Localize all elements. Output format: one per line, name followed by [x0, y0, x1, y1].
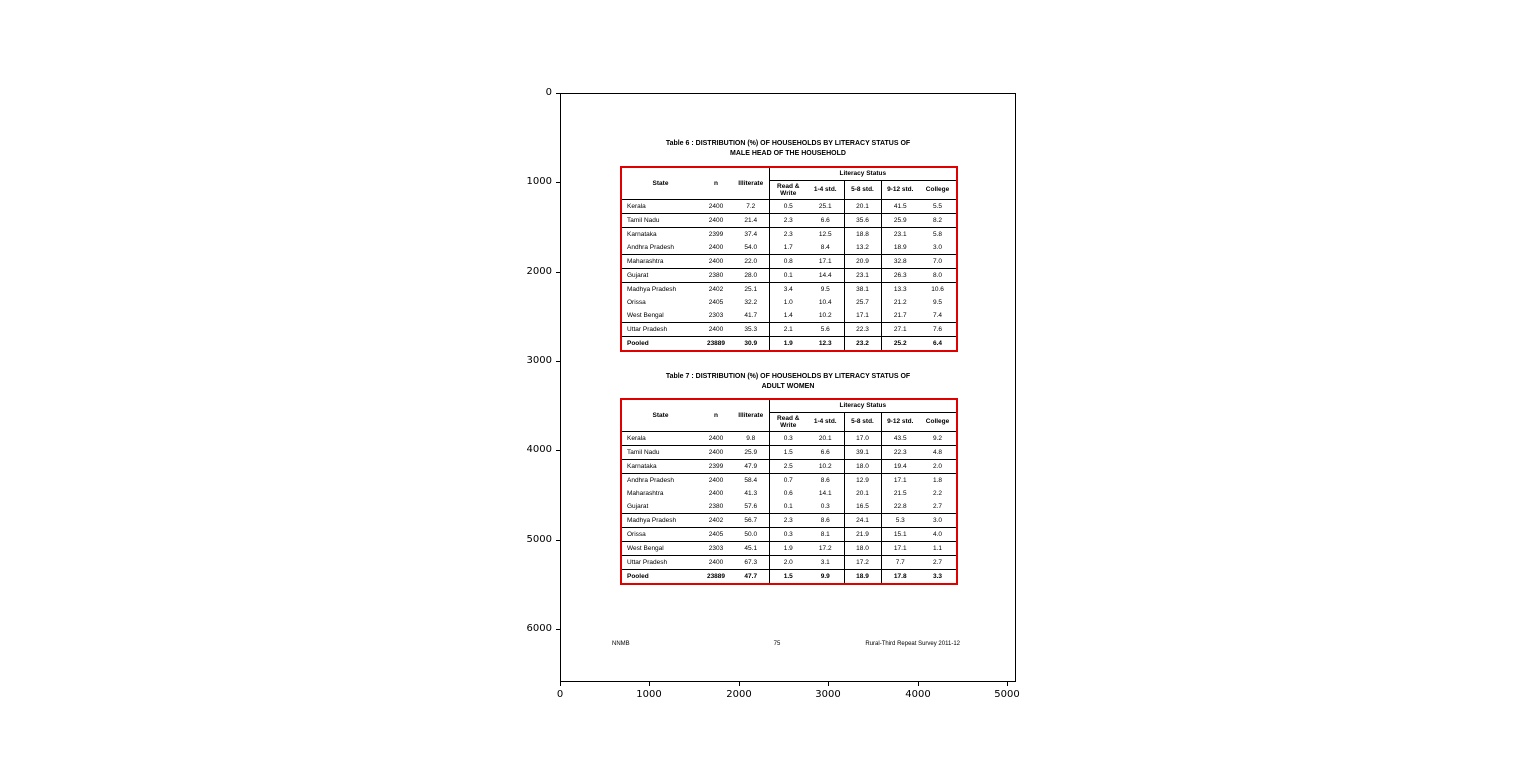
value-cell: 2400	[708, 476, 724, 484]
x-tick-mark	[1007, 682, 1008, 686]
value-cell: 2.0	[933, 462, 943, 470]
value-cell: 2380	[708, 502, 724, 510]
table-row	[621, 431, 957, 445]
table-row	[621, 569, 957, 584]
value-cell: 7.7	[881, 555, 919, 569]
value-cell: 2400	[708, 434, 724, 442]
state-cell: Maharashtra	[627, 257, 664, 265]
value-cell: 3.4	[769, 282, 807, 296]
column-header-college: College	[919, 180, 957, 199]
state-cell: Karnataka	[627, 230, 657, 238]
value-cell: 21.7	[881, 309, 919, 323]
value-cell: 8.1	[820, 530, 830, 538]
value-cell: 1.0	[769, 296, 807, 309]
column-header-n: n	[699, 167, 733, 199]
value-cell: 50.0	[744, 530, 758, 538]
table-row	[621, 227, 957, 241]
value-cell: 2.7	[933, 502, 943, 510]
state-cell: Andhra Pradesh	[627, 476, 674, 484]
value-cell: 12.5	[818, 230, 832, 238]
value-cell: 9.5	[933, 298, 943, 306]
value-cell: 56.7	[744, 516, 758, 524]
value-cell: 4.0	[933, 530, 943, 538]
value-cell: 41.5	[881, 199, 919, 213]
table-row	[621, 241, 957, 255]
state-cell: Gujarat	[627, 271, 649, 279]
value-cell: 1.8	[933, 476, 943, 484]
column-header-state: State	[621, 399, 699, 431]
state-cell: Karnataka	[627, 462, 657, 470]
value-cell: 3.0	[933, 243, 943, 251]
value-cell: 2400	[708, 257, 724, 265]
state-cell: Tamil Nadu	[627, 216, 660, 224]
value-cell: 32.8	[881, 254, 919, 268]
value-cell: 2399	[708, 462, 724, 470]
value-cell: 1.7	[769, 241, 807, 255]
value-cell: 2405	[708, 530, 724, 538]
value-cell: 17.8	[881, 569, 919, 584]
column-header-state: State	[621, 167, 699, 199]
value-cell: 41.7	[744, 311, 758, 319]
x-tick-mark	[739, 682, 740, 686]
footer-survey-label: Rural-Third Repeat Survey 2011-12	[865, 641, 960, 647]
value-cell: 21.4	[744, 216, 758, 224]
state-cell: West Bengal	[627, 311, 664, 319]
table7-title-line2: ADULT WOMEN	[761, 383, 815, 390]
value-cell: 18.0	[844, 541, 881, 555]
column-header-9-12-std: 9-12 std.	[881, 180, 919, 199]
value-cell: 6.6	[820, 216, 830, 224]
value-cell: 1.5	[769, 569, 807, 584]
value-cell: 2402	[708, 516, 724, 524]
table6-title-line2: MALE HEAD OF THE HOUSEHOLD	[730, 150, 846, 157]
value-cell: 41.3	[744, 489, 758, 497]
value-cell: 25.1	[744, 285, 758, 293]
y-tick-mark	[556, 450, 560, 451]
value-cell: 1.9	[769, 541, 807, 555]
table7-title-line1: Table 7 : DISTRIBUTION (%) OF HOUSEHOLDS BY LITERACY STATUS OF	[665, 373, 911, 380]
value-cell: 8.4	[820, 243, 830, 251]
y-tick-label: 0	[545, 87, 552, 98]
state-cell: Madhya Pradesh	[627, 285, 677, 293]
value-cell: 2.7	[933, 558, 943, 566]
state-cell: Orissa	[627, 298, 646, 306]
value-cell: 7.4	[933, 311, 943, 319]
footer-org-label: NNMB	[612, 641, 630, 647]
value-cell: 45.1	[744, 544, 758, 552]
table-row	[621, 336, 957, 351]
value-cell: 23.2	[844, 336, 881, 351]
y-tick-label: 4000	[526, 444, 552, 455]
table-row	[621, 309, 957, 323]
value-cell: 9.8	[746, 434, 756, 442]
state-cell: Pooled	[627, 572, 649, 580]
column-header-5-8-std: 5-8 std.	[844, 180, 881, 199]
value-cell: 30.9	[744, 339, 758, 347]
value-cell: 2.3	[769, 213, 807, 227]
value-cell: 1.4	[769, 309, 807, 323]
x-tick-mark	[828, 682, 829, 686]
x-tick-label: 2000	[726, 689, 752, 700]
value-cell: 2405	[708, 298, 724, 306]
table-row	[621, 282, 957, 296]
value-cell: 8.0	[933, 271, 943, 279]
column-header-illiterate: Illiterate	[733, 167, 769, 199]
column-header-9-12-std: 9-12 std.	[881, 412, 919, 431]
value-cell: 22.8	[881, 500, 919, 514]
value-cell: 25.9	[881, 213, 919, 227]
value-cell: 23.1	[881, 227, 919, 241]
y-tick-mark	[556, 93, 560, 94]
column-header-1-4-std: 1-4 std.	[807, 412, 844, 431]
value-cell: 17.1	[881, 541, 919, 555]
value-cell: 3.3	[933, 572, 943, 580]
column-header-college: College	[919, 412, 957, 431]
value-cell: 4.8	[933, 448, 943, 456]
value-cell: 6.4	[933, 339, 943, 347]
table-row	[621, 513, 957, 527]
value-cell: 32.2	[744, 298, 758, 306]
value-cell: 3.0	[933, 516, 943, 524]
y-tick-mark	[556, 272, 560, 273]
value-cell: 3.1	[820, 558, 830, 566]
table-row	[621, 459, 957, 473]
value-cell: 17.1	[818, 257, 832, 265]
value-cell: 0.3	[769, 431, 807, 445]
value-cell: 35.3	[744, 325, 758, 333]
column-header-illiterate: Illiterate	[733, 399, 769, 431]
value-cell: 25.9	[744, 448, 758, 456]
value-cell: 25.7	[844, 296, 881, 309]
table-row	[621, 213, 957, 227]
value-cell: 0.5	[769, 199, 807, 213]
value-cell: 2303	[708, 311, 724, 319]
value-cell: 25.2	[881, 336, 919, 351]
value-cell: 26.3	[881, 268, 919, 282]
value-cell: 18.8	[844, 227, 881, 241]
value-cell: 25.1	[818, 202, 832, 210]
value-cell: 17.2	[818, 544, 832, 552]
value-cell: 20.9	[844, 254, 881, 268]
value-cell: 37.4	[744, 230, 758, 238]
value-cell: 2399	[708, 230, 724, 238]
value-cell: 2400	[708, 558, 724, 566]
x-tick-mark	[560, 682, 561, 686]
value-cell: 38.1	[844, 282, 881, 296]
value-cell: 0.3	[769, 527, 807, 541]
value-cell: 12.9	[844, 473, 881, 487]
value-cell: 19.4	[881, 459, 919, 473]
value-cell: 27.1	[881, 322, 919, 336]
value-cell: 8.6	[820, 476, 830, 484]
value-cell: 8.2	[933, 216, 943, 224]
state-cell: Kerala	[627, 202, 646, 210]
value-cell: 20.1	[844, 199, 881, 213]
value-cell: 2.1	[769, 322, 807, 336]
value-cell: 10.4	[818, 298, 832, 306]
value-cell: 22.3	[881, 445, 919, 459]
table-row	[621, 555, 957, 569]
x-tick-label: 0	[556, 689, 564, 700]
value-cell: 9.5	[820, 285, 830, 293]
y-tick-label: 1000	[526, 176, 552, 187]
value-cell: 21.9	[844, 527, 881, 541]
value-cell: 14.1	[818, 489, 832, 497]
value-cell: 5.8	[933, 230, 943, 238]
state-cell: Pooled	[627, 339, 649, 347]
value-cell: 0.1	[769, 268, 807, 282]
value-cell: 12.3	[818, 339, 832, 347]
value-cell: 2400	[708, 489, 724, 497]
column-header-read-write: Read & Write	[769, 412, 807, 431]
value-cell: 0.8	[769, 254, 807, 268]
y-tick-label: 5000	[526, 534, 552, 545]
table-row	[621, 322, 957, 336]
value-cell: 0.1	[769, 500, 807, 514]
state-cell: Uttar Pradesh	[627, 325, 668, 333]
state-cell: Orissa	[627, 530, 646, 538]
value-cell: 22.3	[844, 322, 881, 336]
value-cell: 2400	[708, 448, 724, 456]
value-cell: 2402	[708, 285, 724, 293]
y-tick-mark	[556, 361, 560, 362]
state-cell: Kerala	[627, 434, 646, 442]
column-header-n: n	[699, 399, 733, 431]
value-cell: 9.2	[933, 434, 943, 442]
state-cell: Tamil Nadu	[627, 448, 660, 456]
value-cell: 2400	[708, 243, 724, 251]
state-cell: Andhra Pradesh	[627, 243, 674, 251]
table-row	[621, 296, 957, 309]
x-tick-label: 4000	[905, 689, 931, 700]
value-cell: 16.5	[844, 500, 881, 514]
value-cell: 2.0	[769, 555, 807, 569]
value-cell: 2.3	[769, 513, 807, 527]
value-cell: 2.5	[769, 459, 807, 473]
y-tick-label: 6000	[526, 623, 552, 634]
value-cell: 5.3	[881, 513, 919, 527]
value-cell: 15.1	[881, 527, 919, 541]
column-header-5-8-std: 5-8 std.	[844, 412, 881, 431]
value-cell: 43.5	[881, 431, 919, 445]
table-row	[621, 254, 957, 268]
value-cell: 21.2	[881, 296, 919, 309]
table-row	[621, 268, 957, 282]
table-row	[621, 199, 957, 213]
x-tick-label: 5000	[994, 689, 1020, 700]
table-row	[621, 487, 957, 500]
value-cell: 18.9	[881, 241, 919, 255]
value-cell: 58.4	[744, 476, 758, 484]
x-tick-mark	[918, 682, 919, 686]
value-cell: 20.1	[844, 487, 881, 500]
value-cell: 7.6	[933, 325, 943, 333]
value-cell: 14.4	[818, 271, 832, 279]
y-tick-mark	[556, 629, 560, 630]
value-cell: 47.9	[744, 462, 758, 470]
value-cell: 20.1	[818, 434, 832, 442]
value-cell: 18.0	[844, 459, 881, 473]
state-cell: West Bengal	[627, 544, 664, 552]
state-cell: Gujarat	[627, 502, 649, 510]
state-cell: Uttar Pradesh	[627, 558, 668, 566]
value-cell: 23889	[706, 572, 726, 580]
group-header-literacy-status: Literacy Status	[769, 167, 957, 180]
table6-title-line1: Table 6 : DISTRIBUTION (%) OF HOUSEHOLDS BY LITERACY STATUS OF	[665, 140, 911, 147]
literacy-table-adult-women	[620, 398, 958, 585]
value-cell: 2303	[708, 544, 724, 552]
column-header-read-write: Read & Write	[769, 180, 807, 199]
value-cell: 17.0	[844, 431, 881, 445]
table-row	[621, 527, 957, 541]
column-header-1-4-std: 1-4 std.	[807, 180, 844, 199]
value-cell: 5.6	[820, 325, 830, 333]
y-tick-label: 2000	[526, 266, 552, 277]
value-cell: 2.2	[933, 489, 943, 497]
table-row	[621, 473, 957, 487]
footer-page-number: 75	[773, 641, 781, 647]
value-cell: 13.2	[844, 241, 881, 255]
value-cell: 1.5	[769, 445, 807, 459]
value-cell: 6.6	[820, 448, 830, 456]
value-cell: 47.7	[744, 572, 758, 580]
value-cell: 10.6	[931, 285, 944, 293]
value-cell: 5.5	[933, 202, 943, 210]
x-tick-mark	[649, 682, 650, 686]
y-tick-label: 3000	[526, 355, 552, 366]
value-cell: 13.3	[881, 282, 919, 296]
value-cell: 22.0	[744, 257, 758, 265]
value-cell: 67.3	[744, 558, 758, 566]
value-cell: 17.1	[881, 473, 919, 487]
value-cell: 23889	[706, 339, 726, 347]
value-cell: 10.2	[818, 462, 832, 470]
literacy-table-male-head	[620, 166, 958, 352]
state-cell: Madhya Pradesh	[627, 516, 677, 524]
value-cell: 8.6	[820, 516, 830, 524]
value-cell: 23.1	[844, 268, 881, 282]
value-cell: 2400	[708, 325, 724, 333]
value-cell: 28.0	[744, 271, 758, 279]
value-cell: 0.7	[769, 473, 807, 487]
value-cell: 54.0	[744, 243, 758, 251]
table-row	[621, 541, 957, 555]
value-cell: 0.3	[820, 502, 830, 510]
value-cell: 24.1	[844, 513, 881, 527]
value-cell: 7.2	[746, 202, 756, 210]
value-cell: 18.9	[844, 569, 881, 584]
y-tick-mark	[556, 182, 560, 183]
value-cell: 1.9	[769, 336, 807, 351]
group-header-literacy-status: Literacy Status	[769, 399, 957, 412]
value-cell: 17.1	[844, 309, 881, 323]
x-tick-label: 3000	[815, 689, 841, 700]
value-cell: 1.1	[933, 544, 943, 552]
value-cell: 2400	[708, 216, 724, 224]
value-cell: 35.6	[844, 213, 881, 227]
value-cell: 21.5	[881, 487, 919, 500]
value-cell: 10.2	[818, 311, 832, 319]
value-cell: 2400	[708, 202, 724, 210]
y-tick-mark	[556, 540, 560, 541]
value-cell: 57.6	[744, 502, 758, 510]
value-cell: 0.6	[769, 487, 807, 500]
value-cell: 2380	[708, 271, 724, 279]
value-cell: 2.3	[769, 227, 807, 241]
table-row	[621, 500, 957, 514]
value-cell: 7.0	[933, 257, 943, 265]
state-cell: Maharashtra	[627, 489, 664, 497]
value-cell: 17.2	[844, 555, 881, 569]
value-cell: 9.9	[820, 572, 830, 580]
table-row	[621, 445, 957, 459]
x-tick-label: 1000	[636, 689, 662, 700]
value-cell: 39.1	[844, 445, 881, 459]
